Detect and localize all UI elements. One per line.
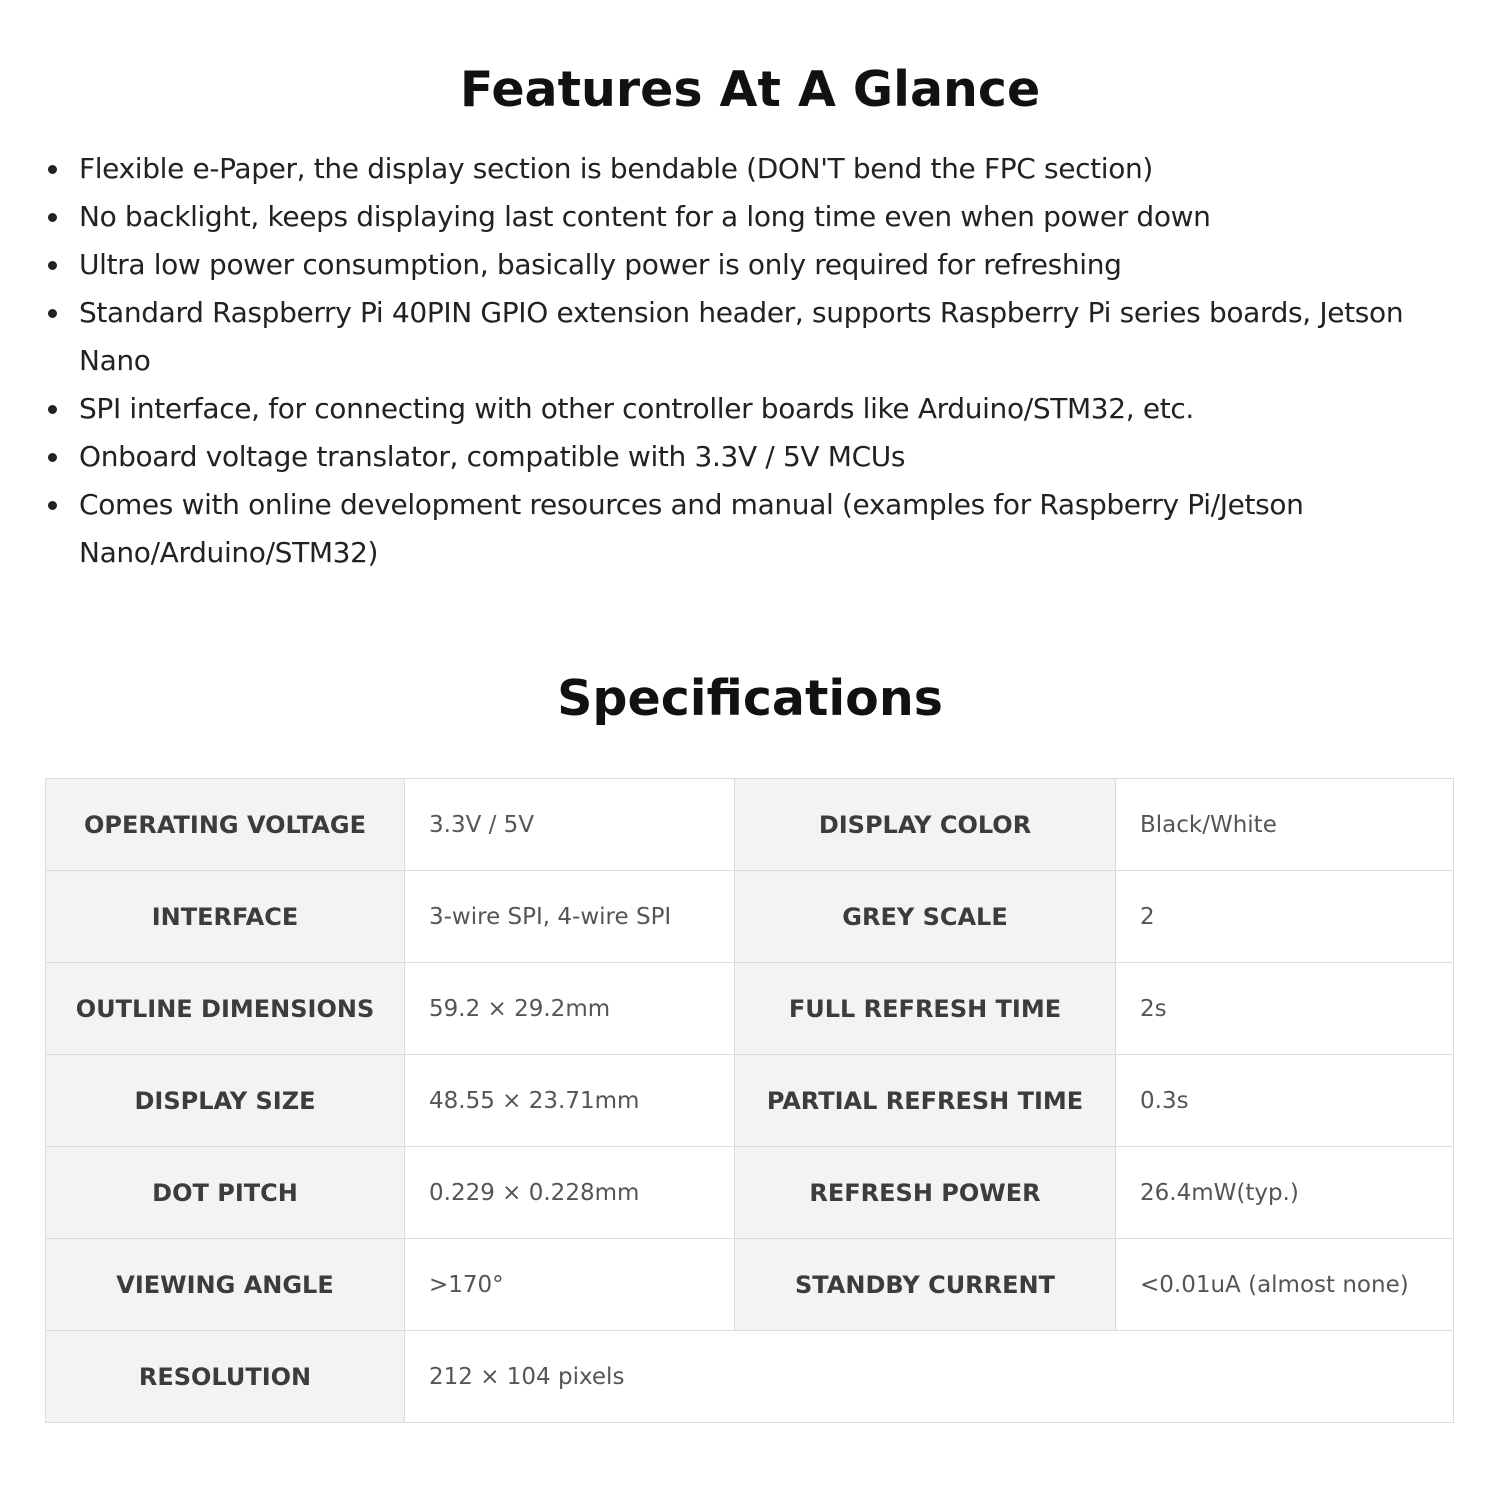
spec-label: REFRESH POWER bbox=[735, 1147, 1116, 1239]
table-row bbox=[46, 963, 1454, 1055]
feature-item bbox=[79, 193, 1479, 241]
feature-text: SPI interface, for connecting with other controller boards like Arduino/STM32, etc. bbox=[79, 392, 1194, 425]
feature-item bbox=[79, 145, 1479, 193]
spec-value: <0.01uA (almost none) bbox=[1116, 1239, 1454, 1331]
features-title: Features At A Glance bbox=[459, 61, 1041, 118]
spec-value: >170° bbox=[405, 1239, 735, 1331]
spec-value: Black/White bbox=[1116, 779, 1454, 871]
feature-text: Ultra low power consumption, basically power is only required for refreshing bbox=[79, 248, 1122, 281]
spec-value: 48.55 × 23.71mm bbox=[405, 1055, 735, 1147]
bullet-icon bbox=[48, 501, 57, 510]
table-row bbox=[46, 871, 1454, 963]
spec-label: OUTLINE DIMENSIONS bbox=[46, 963, 405, 1055]
spec-value: 0.3s bbox=[1116, 1055, 1454, 1147]
spec-value: 2 bbox=[1116, 871, 1454, 963]
specifications-title: Specifications bbox=[557, 670, 943, 727]
bullet-icon bbox=[48, 309, 57, 318]
spec-value: 3-wire SPI, 4-wire SPI bbox=[405, 871, 735, 963]
spec-value: 3.3V / 5V bbox=[405, 779, 735, 871]
feature-item bbox=[79, 241, 1479, 289]
table-row bbox=[46, 1147, 1454, 1239]
spec-label: PARTIAL REFRESH TIME bbox=[735, 1055, 1116, 1147]
feature-text: Standard Raspberry Pi 40PIN GPIO extension header, supports Raspberry Pi series boards, Jetson Nano bbox=[79, 296, 1404, 377]
spec-label: DOT PITCH bbox=[46, 1147, 405, 1239]
spec-label: OPERATING VOLTAGE bbox=[46, 779, 405, 871]
spec-value: 0.229 × 0.228mm bbox=[405, 1147, 735, 1239]
spec-label: GREY SCALE bbox=[735, 871, 1116, 963]
spec-value: 59.2 × 29.2mm bbox=[405, 963, 735, 1055]
spec-label: DISPLAY COLOR bbox=[735, 779, 1116, 871]
spec-label: STANDBY CURRENT bbox=[735, 1239, 1116, 1331]
spec-label: INTERFACE bbox=[46, 871, 405, 963]
spec-label: RESOLUTION bbox=[46, 1331, 405, 1423]
feature-text: Onboard voltage translator, compatible with 3.3V / 5V MCUs bbox=[79, 440, 906, 473]
bullet-icon bbox=[48, 405, 57, 414]
spec-label: FULL REFRESH TIME bbox=[735, 963, 1116, 1055]
features-list bbox=[79, 145, 1479, 577]
spec-value: 26.4mW(typ.) bbox=[1116, 1147, 1454, 1239]
bullet-icon bbox=[48, 165, 57, 174]
table-row bbox=[46, 1331, 1454, 1423]
table-row bbox=[46, 779, 1454, 871]
feature-text: Flexible e-Paper, the display section is bendable (DON'T bend the FPC section) bbox=[79, 152, 1153, 185]
bullet-icon bbox=[48, 453, 57, 462]
table-row bbox=[46, 1055, 1454, 1147]
specifications-table bbox=[45, 778, 1454, 1423]
table-row bbox=[46, 1239, 1454, 1331]
spec-value: 212 × 104 pixels bbox=[405, 1331, 1454, 1423]
feature-text: No backlight, keeps displaying last content for a long time even when power down bbox=[79, 200, 1211, 233]
feature-item bbox=[79, 433, 1479, 481]
spec-value: 2s bbox=[1116, 963, 1454, 1055]
bullet-icon bbox=[48, 213, 57, 222]
spec-label: DISPLAY SIZE bbox=[46, 1055, 405, 1147]
feature-item bbox=[79, 481, 1479, 577]
feature-text: Comes with online development resources and manual (examples for Raspberry Pi/Jetson Nano/Arduino/STM32) bbox=[79, 488, 1304, 569]
feature-item bbox=[79, 385, 1479, 433]
spec-label: VIEWING ANGLE bbox=[46, 1239, 405, 1331]
bullet-icon bbox=[48, 261, 57, 270]
feature-item bbox=[79, 289, 1479, 385]
